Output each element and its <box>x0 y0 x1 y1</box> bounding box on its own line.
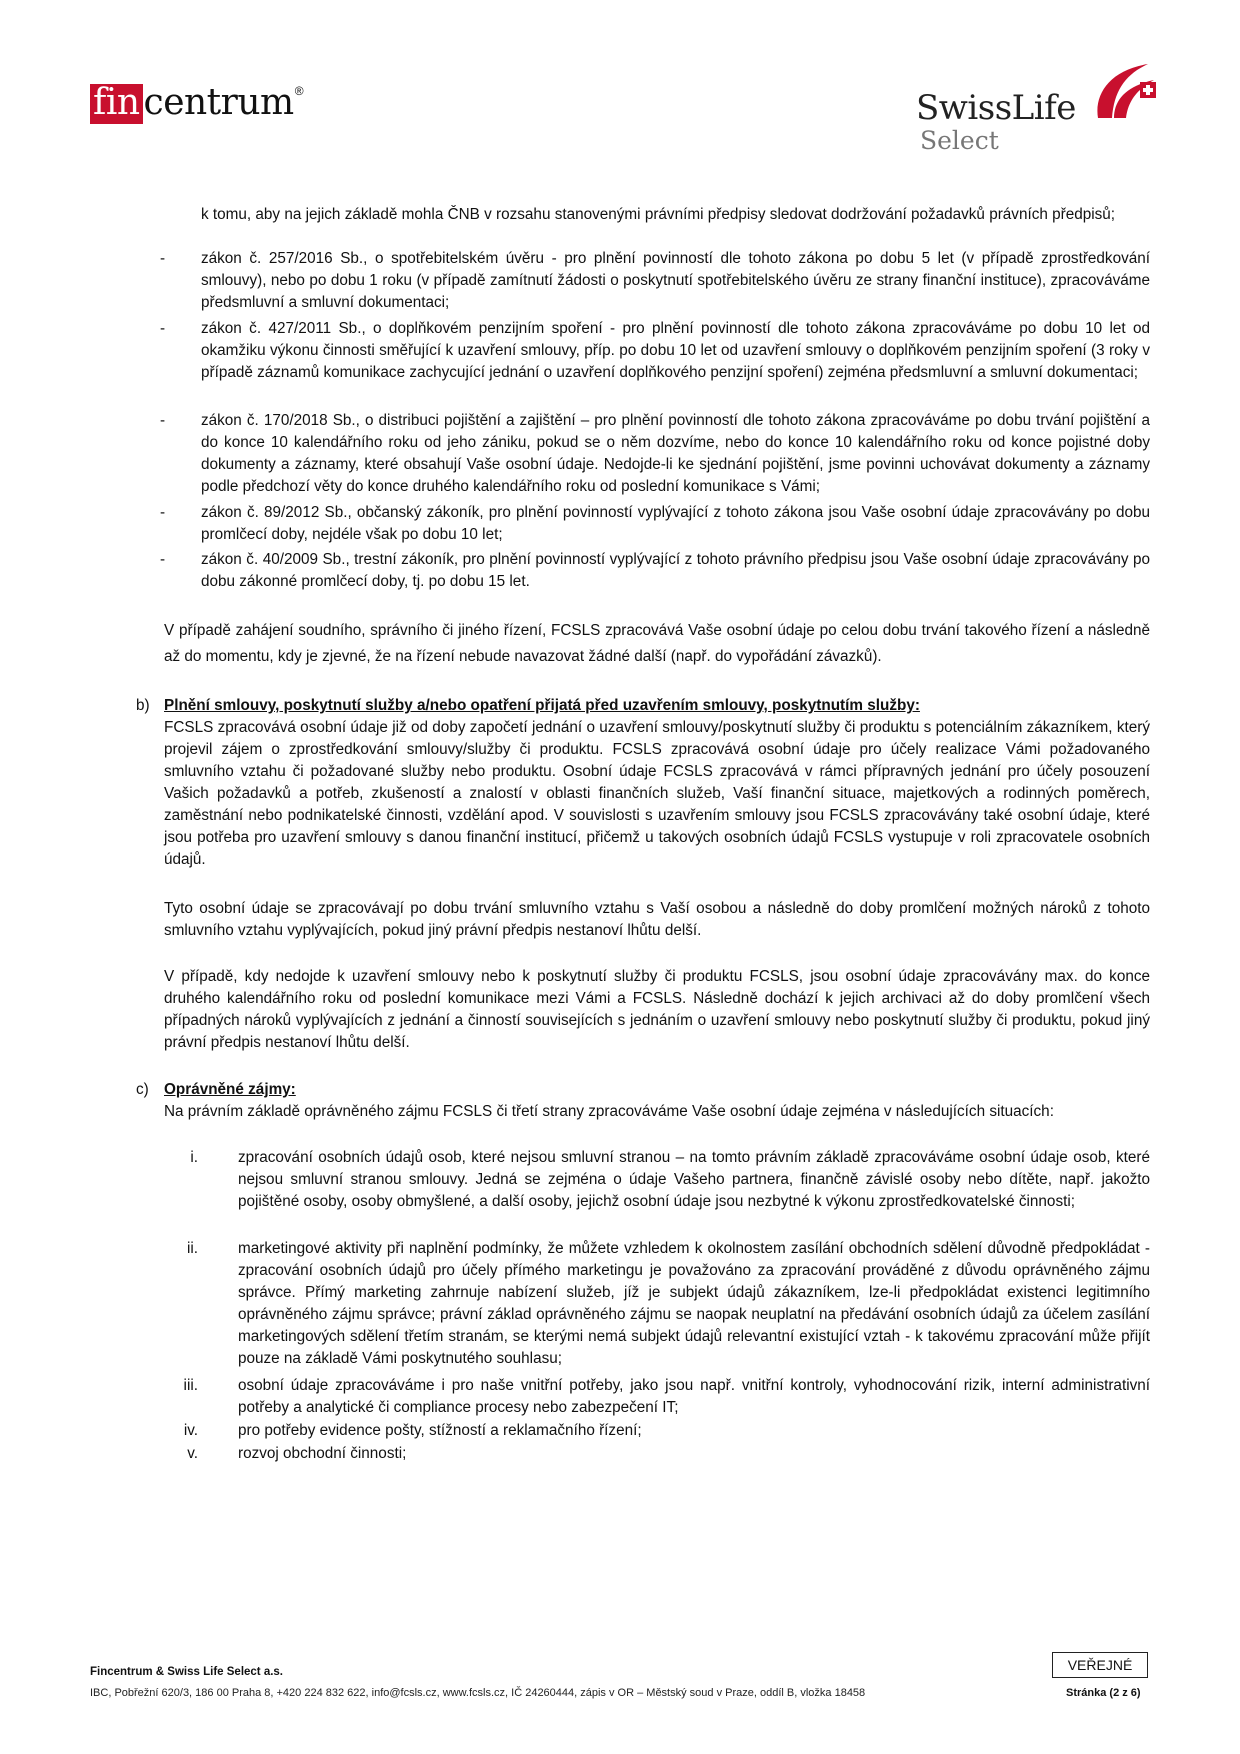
page-number: Stránka (2 z 6) <box>1066 1687 1141 1699</box>
list-number: ii. <box>186 1240 198 1257</box>
bullet-item: zákon č. 40/2009 Sb., trestní zákoník, pro plnění povinností vyplývající z tohoto právního předpisu jsou Vaše osobní údaje zpracovávány po dobu zákonné promlčecí doby, tj. po dobu 15 let. <box>201 551 1150 590</box>
bullet-item: zákon č. 89/2012 Sb., občanský zákoník, pro plnění povinností vyplývající z tohoto zákona jsou Vaše osobní údaje zpracovávány po dobu promlčecí doby, nejdéle však po dobu 10 let; <box>201 504 1150 543</box>
section-b-paragraph: FCSLS zpracovává osobní údaje již od doby započetí jednání o uzavření smlouvy/poskytnutí služby či produktu s potenciálním zákazníkem, který projevil zájem o zprostředkování smlouvy/služby či produktu. FCSLS zpracovává osobní údaje pro účely realizace Vámi požadovaného smluvního vztahu či požadované služby nebo produktu. Osobní údaje FCSLS zpracovává v rámci přípravných jednání pro účely posouzení Vašich požadavků a potřeb, zkušeností a znalostí v oblasti finančních služeb, Vaší finanční situace, majetkových a rodinných poměrech, zaměstnání nebo podnikatelské činnosti, vzdělání apod. V souvislosti s uzavřením smlouvy jsou FCSLS zpracovávány také osobní údaje, které jsou potřeba pro uzavření smlouvy s danou finanční institucí, přičemž u takových osobních údajů FCSLS vystupuje v roli zpracovatele osobních údajů. <box>164 719 1150 868</box>
swisslife-swoosh-icon <box>1092 60 1162 120</box>
bullet-marker: - <box>160 412 166 429</box>
bullet-marker: - <box>160 320 166 337</box>
fincentrum-logo <box>90 84 304 124</box>
continuation-text: k tomu, aby na jejich základě mohla ČNB v rozsahu stanovenými právními předpisy sledovat dodržování požadavků právních předpisů; <box>201 206 1116 223</box>
list-number: iii. <box>183 1377 198 1394</box>
proceedings-paragraph: V případě zahájení soudního, správního či jiného řízení, FCSLS zpracovává Vaše osobní údaje po celou dobu trvání takového řízení a následně až do momentu, kdy je zjevné, že na řízení nebude navazovat žádné další (např. do vypořádání závazků). <box>164 622 1150 665</box>
logo-select-text: Select <box>920 126 999 155</box>
section-c-intro: Na právním základě oprávněného zájmu FCSLS či třetí strany zpracováváme Vaše osobní údaje zejména v následujících situacích: <box>164 1103 1054 1120</box>
bullet-item: zákon č. 257/2016 Sb., o spotřebitelském úvěru - pro plnění povinností dle tohoto zákona po dobu 5 let (v případě zprostředkování smlouvy), nebo po dobu 1 roku (v případě zamítnutí žádosti o poskytnutí spotřebitelského úvěru ze strany finanční instituce), zpracováváme předsmluvní a smluvní dokumentaci; <box>201 250 1150 311</box>
section-b-paragraph: V případě, kdy nedojde k uzavření smlouvy nebo k poskytnutí služby či produktu FCSLS, jsou osobní údaje zpracovávány max. do konce druhého kalendářního roku od poslední komunikace mezi Vámi a FCSLS. Následně dochází k jejich archivaci až do doby promlčení všech případných nároků vyplývajících z jednání a činností souvisejících s jednáním o uzavření smlouvy nebo poskytnutí služby či produktu, pokud jiný právní předpis nestanoví lhůtu delší. <box>164 968 1150 1051</box>
list-item: zpracování osobních údajů osob, které nejsou smluvní stranou – na tomto právním základě zpracováváme osobní údaje osob, které nejsou smluvní stranou smlouvy. Jedná se zejména o údaje Vašeho partnera, finančně závislé osoby nebo dítěte, např. jakožto pojištěné osoby, osoby obmyšlené, a další osoby, jejichž osobní údaje jsou nezbytné k výkonu zprostředkovatelské činnosti; <box>238 1149 1150 1210</box>
swisslife-select-logo <box>916 60 1166 155</box>
section-b-paragraph: Tyto osobní údaje se zpracovávají po dobu trvání smluvního vztahu s Vaší osobou a následně do doby promlčení možných nároků z tohoto smluvního vztahu vyplývajících, pokud jiný právní předpis nestanoví lhůtu delší. <box>164 900 1150 939</box>
logo-swisslife-text: SwissLife <box>916 88 1076 128</box>
bullet-item: zákon č. 427/2011 Sb., o doplňkovém penzijním spoření - pro plnění povinností dle tohoto zákona zpracováváme po dobu 10 let od okamžiku výkonu činnosti směřující k uzavření smlouvy, příp. po dobu 10 let od uzavření smlouvy o doplňkovém penzijním spoření (3 roky v případě záznamů komunikace zachycující jednání o uzavření doplňkového penzijní spoření) zejména předsmluvní a smluvní dokumentaci; <box>201 320 1150 381</box>
list-item: marketingové aktivity při naplnění podmínky, že můžete vzhledem k okolnostem zasílání obchodních sdělení důvodně předpokládat - zpracování osobních údajů pro účely přímého marketingu je považováno za zpracování prováděné z důvodu oprávněného zájmu správce. Přímý marketing zahrnuje nabízení služeb, jíž je subjekt údajů zákazníkem, lze-li předpokládat existenci legitimního oprávněného zájmu správce; právní základ oprávněného zájmu se naopak neuplatní na předávání osobních údajů za účelem zasílání marketingových sdělení třetím stranám, se kterými nemá subjekt údajů relevantní existující vztah - k takovému zpracování může přijít pouze na základě Vámi poskytnutého souhlasu; <box>238 1240 1150 1367</box>
footer-address: IBC, Pobřežní 620/3, 186 00 Praha 8, +420 224 832 622, info@fcsls.cz, www.fcsls.cz, IČ 24260444, zápis v OR – Městský soud v Praze, oddíl B, vložka 18458 <box>90 1687 866 1699</box>
list-item: osobní údaje zpracováváme i pro naše vnitřní potřeby, jako jsou např. vnitřní kontroly, vyhodnocování rizik, interní administrativní potřeby a analytické či compliance procesy nebo zabezpečení IT; <box>238 1377 1150 1416</box>
classification-badge: VEŘEJNÉ <box>1052 1652 1148 1678</box>
list-item: pro potřeby evidence pošty, stížností a reklamačního řízení; <box>238 1422 642 1439</box>
section-c-heading: Oprávněné zájmy: <box>164 1081 296 1098</box>
logo-centrum-part: centrum <box>143 82 294 123</box>
list-number: iv. <box>183 1422 198 1439</box>
logo-fin-part: fin <box>90 84 143 124</box>
footer-company-name: Fincentrum & Swiss Life Select a.s. <box>90 1666 284 1678</box>
section-b-label: b) <box>136 697 150 714</box>
list-number: v. <box>187 1445 198 1462</box>
logo-registered-mark: ® <box>294 84 304 98</box>
section-c-label: c) <box>136 1081 149 1098</box>
bullet-marker: - <box>160 504 166 521</box>
bullet-item: zákon č. 170/2018 Sb., o distribuci pojištění a zajištění – pro plnění povinností dle tohoto zákona zpracováváme po dobu trvání pojištění a do konce 10 kalendářního roku od jeho zániku, pokud se o něm dozvíme, nebo do konce 10 kalendářního roku od konce pojistné doby dokumenty a záznamy, které obsahují Vaše osobní údaje. Nedojde-li ke sjednání pojištění, jsme povinni uchovávat dokumenty a záznamy podle předchozí věty do konce druhého kalendářního roku od poslední komunikace s Vámi; <box>201 412 1150 495</box>
section-b-heading: Plnění smlouvy, poskytnutí služby a/nebo opatření přijatá před uzavřením smlouvy, poskytnutím služby: <box>164 697 920 714</box>
list-item: rozvoj obchodní činnosti; <box>238 1445 407 1462</box>
bullet-marker: - <box>160 551 166 568</box>
bullet-marker: - <box>160 250 166 267</box>
list-number: i. <box>190 1149 198 1166</box>
